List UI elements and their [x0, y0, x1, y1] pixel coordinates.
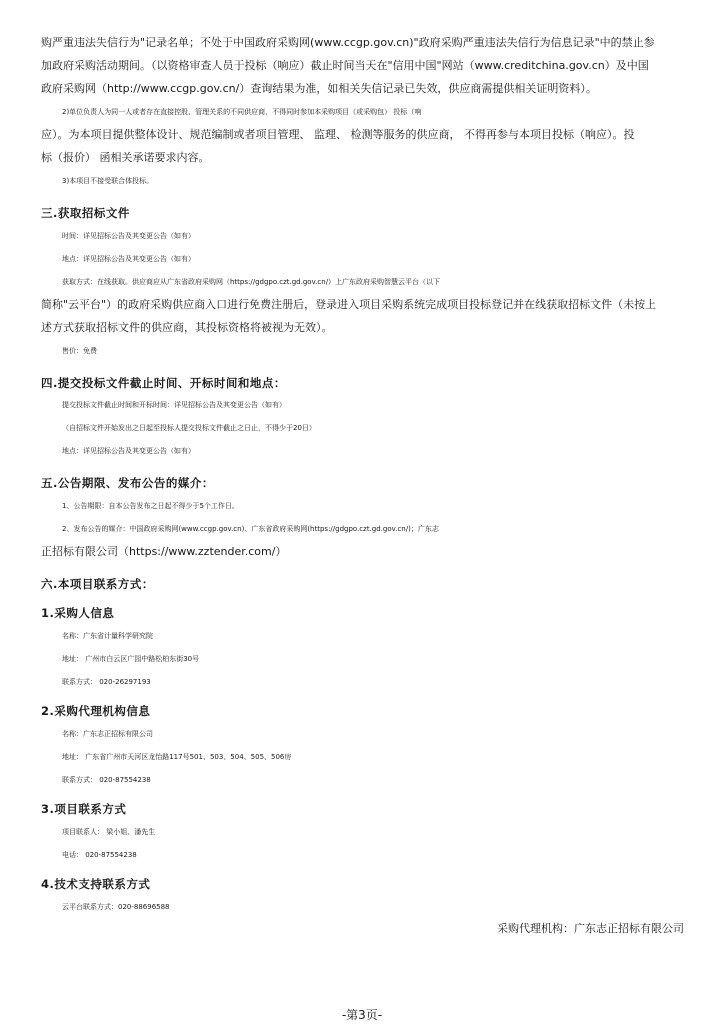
info-line: 1、公告期限：自本公告发布之日起不得少于5个工作日。: [62, 502, 239, 510]
section-heading: 三.获取招标文件: [41, 206, 130, 220]
contact-line: 地址： 广州市白云区广园中路松柏东街30号: [62, 655, 200, 663]
body-line: 3)本项目不接受联合体投标。: [62, 177, 154, 185]
section-heading: 四.提交投标文件截止时间、开标时间和地点：: [41, 376, 286, 390]
info-line: 地点：详见招标公告及其变更公告（如有）: [62, 447, 195, 455]
info-line: 获取方式：在线获取。供应商应从广东省政府采购网（https://gdgpo.czt.gd.gov.cn/）上广东政府采购智慧云平台（以下: [62, 278, 441, 286]
contact-line: 电话： 020-87554238: [62, 851, 137, 859]
contact-line: 名称：广东省计量科学研究院: [62, 632, 153, 640]
body-line: 应）。为本项目提供整体设计、规范编制或者项目管理、 监理、 检测等服务的供应商， 不得再参与本项目投标（响应）。投: [41, 128, 635, 141]
info-line: 地点：详见招标公告及其变更公告（如有）: [62, 255, 195, 263]
contact-line: 地址： 广东省广州市天河区龙怡路117号501、503、504、505、506房: [62, 753, 292, 761]
contact-line: 名称：广东志正招标有限公司: [62, 730, 153, 738]
body-line: 标（报价） 函相关承诺要求内容。: [41, 151, 210, 164]
contact-line: 联系方式： 020-87554238: [62, 776, 151, 784]
body-line: 加政府采购活动期间。（以资格审查人员于投标（响应）截止时间当天在"信用中国"网站（www.creditchina.gov.cn）及中国: [41, 59, 649, 72]
subsection-heading: 2.采购代理机构信息: [41, 704, 151, 718]
info-line: 提交投标文件截止时间和开标时间：详见招标公告及其变更公告（如有）: [62, 401, 286, 409]
subsection-heading: 3.项目联系方式: [41, 802, 127, 816]
info-line: （自招标文件开始发出之日起至投标人提交投标文件截止之日止，不得少于20日）: [62, 424, 316, 432]
section-heading: 六.本项目联系方式：: [41, 577, 154, 591]
contact-line: 项目联系人： 梁小姐、潘先生: [62, 828, 156, 836]
page-number: -第3页-: [341, 1008, 383, 1022]
contact-line: 联系方式： 020-26297193: [62, 678, 151, 686]
agency-signature: 采购代理机构：广东志正招标有限公司: [497, 922, 684, 935]
subsection-heading: 4.技术支持联系方式: [41, 877, 151, 891]
info-line: 售价：免费: [62, 347, 97, 355]
contact-line: 云平台联系方式：020-88696588: [62, 903, 170, 911]
info-line: 时间：详见招标公告及其变更公告（如有）: [62, 232, 195, 240]
body-line: 购严重违法失信行为"记录名单；不处于中国政府采购网(www.ccgp.gov.cn)"政府采购严重违法失信行为信息记录"中的禁止参: [41, 36, 655, 49]
body-line: 政府采购网（http://www.ccgp.gov.cn/）查询结果为准，如相关失信记录已失效，供应商需提供相关证明资料）。: [41, 82, 597, 95]
info-line: 正招标有限公司（https://www.zztender.com/）: [41, 545, 287, 558]
info-line: 2、发布公告的媒介：中国政府采购网(www.ccgp.gov.cn)、广东省政府采购网(https://gdgpo.czt.gd.gov.cn/)；广东志: [62, 525, 439, 533]
info-line: 简称"云平台"）的政府采购供应商入口进行免费注册后，登录进入项目采购系统完成项目投标登记并在线获取招标文件（未按上: [41, 298, 657, 311]
section-heading: 五.公告期限、发布公告的媒介：: [41, 476, 214, 490]
info-line: 述方式获取招标文件的供应商，其投标资格将被视为无效）。: [41, 321, 333, 334]
body-line: 2)单位负责人为同一人或者存在直接控股、管理关系的不同供应商，不得同时参加本采购项目（或采购包） 投标（响: [62, 108, 422, 116]
subsection-heading: 1.采购人信息: [41, 606, 115, 620]
